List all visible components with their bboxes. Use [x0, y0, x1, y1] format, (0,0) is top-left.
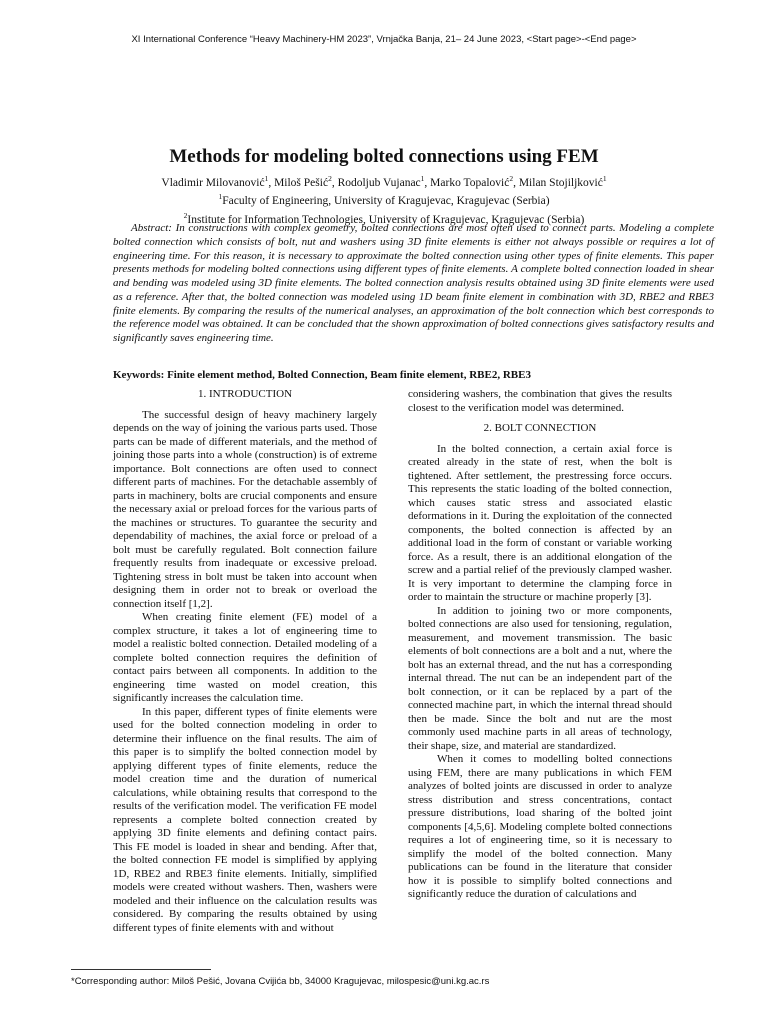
author-affiliation-mark: 1	[264, 174, 269, 183]
body-paragraph: In addition to joining two or more components, bolted connections are also used for tensioning, regulation, measurement, and movement transmission. The basic elements of bolt connections are a bolt and a nut, where the bolt has an external thread, and the nut has a corresponding internal thread. The nut can be an independent part of the bolt connection, or it can be replaced by a part of the connected machine part, in which the internal thread should then be made. Since the bolt and nut are the most commonly used machine parts in all areas of technology, their shape, size, and material are standardized.	[408, 604, 672, 752]
author-affiliation-mark: 2	[509, 174, 514, 183]
affiliation-line	[0, 190, 768, 208]
author-list: Vladimir Milovanović$^1$, Miloš Pešić$^2$, Rodoljub Vujanac$^1$, Marko Topalović$^2$, Milan Stojiljković$^1$	[161, 174, 607, 189]
author-affiliation-mark: 2	[328, 174, 332, 183]
footnote-divider	[71, 969, 211, 970]
author-name: Miloš Pešić	[274, 176, 329, 189]
affiliation-number: 1	[218, 192, 223, 202]
author-affiliation-mark: 1	[602, 174, 607, 183]
body-paragraph-continuation: considering washers, the combination that gives the results closest to the verification model was determined.	[408, 388, 672, 414]
right-column	[408, 388, 672, 902]
left-column	[113, 388, 377, 935]
section-heading-introduction: 1. INTRODUCTION	[197, 388, 293, 400]
affiliation-text: Faculty of Engineering, University of Kragujevac, Kragujevac (Serbia)	[222, 195, 550, 208]
author-name: Rodoljub Vujanac	[337, 176, 421, 189]
body-paragraph: In the bolted connection, a certain axial force is created already in the state of rest, when the bolt is tightened. After settlement, the prestressing force occurs. This represents the static loading of the bolted connection, which causes static stress and associated elastic deformations in it. During the exploitation of the connected components, the bolted connection is affected by an additional load in the form of constant or variable working force. As a result, there is an additional elongation of the screw and a partial relief of the previously clamped washer. It is very important to determine the clamping force in order to maintain the structure or machine properly [3].	[408, 442, 672, 603]
body-paragraph: When creating finite element (FE) model of a complex structure, it takes a lot of engineering time to model a realistic bolted connection. Detailed modeling of a complete bolted connection requires the definition of contact pairs between all components. In addition to the engineering time wasted on model creation, this significantly increases the calculation time.	[113, 611, 377, 704]
author-affiliation-mark: 1	[420, 174, 425, 183]
body-paragraph: The successful design of heavy machinery largely depends on the way of joining the various parts used. Those parts can be made of different materials, and the method of joining those parts into a whole (construction) is of extreme importance. Bolt connections are often used to connect different parts of machines. For the detachable assembly of parts in machinery, bolts are crucial components and ensure the necessary axial or preload forces for the various parts of the machines or structures. To guarantee the security and dependability of machines, the axial force or preload of a bolt must be carefully regulated. Bolt connection failure frequently results from inadequate or excessive preload. Tightening stress in bolt must be taken into account when designing them in order not to break or overload the connection itself [1,2].	[113, 408, 377, 610]
section-heading-bolt-connection: 2. BOLT CONNECTION	[483, 422, 597, 434]
corresponding-author-footnote: *Corresponding author: Miloš Pešić, Jovana Cvijića bb, 34000 Kragujevac, milospesic@uni.kg.ac.rs	[71, 976, 490, 987]
abstract: Abstract: In constructions with complex geometry, bolted connections are most often used to connect parts. Modeling a complete bolted connection which consists of bolt, nut and washers using 3D finite elements is either not always possible or requires a lot of engineering time. For this reason, it is necessary to approximate the bolted connection using other types of finite elements. This paper presents methods for modeling bolted connections using different types of finite elements. A complete bolted connection loaded in shear and bending was modeled using 3D finite elements. The bolted connection analysis results obtained using 3D finite elements were used as a reference. After that, the bolted connection was modeled using 1D beam finite element in combination with 3D, RBE2 and RBE3 finite elements. By comparing the results of the numerical analyses, an approximation of the bolt connection which best corresponds to the reference model was obtained. It can be concluded that the shown approximation of bolted connections gives satisfactory results and significantly saves engineering time.	[113, 222, 714, 344]
affiliation-text: Institute for Information Technologies, University of Kragujevac, Kragujevac (Serbia)	[187, 213, 585, 226]
authors-block	[0, 172, 768, 227]
author-name: Milan Stojiljković	[518, 176, 603, 189]
running-head: XI International Conference “Heavy Machinery-HM 2023”, Vrnjačka Banja, 21– 24 June 2023, <Start page>-<End page>	[131, 34, 637, 45]
body-paragraph: In this paper, different types of finite elements were used for the bolted connection modeling in order to determine their influence on the final results. The aim of this paper is to simplify the bolted connection model by applying different types of finite elements, reduce the model creation time and the duration of numerical calculations, while obtaining results that correspond to the results of the verification model. The verification FE model represents a complete bolted connection created by applying 3D finite elements and defining contact pairs. This FE model is loaded in shear and bending. After that, the bolted connection FE model is simplified by applying 1D, RBE2 and RBE3 finite elements. Initially, simplified models were created without washers. Then, washers were modeled and their influence on the calculation results was considered. By comparing the results obtained by using different types of finite elements with and without	[113, 705, 377, 934]
paper-title: Methods for modeling bolted connections using FEM	[169, 146, 599, 167]
body-paragraph: When it comes to modelling bolted connections using FEM, there are many publications in which FEM analyzes of bolted joints are discussed in order to analyze stress distribution and stress concentrations, contact pressure distributions, load sharing of the bolted joint components [4,5,6]. Modeling complete bolted connections requires a lot of engineering time, so it is necessary to simplify the model of the bolted connection. Many publications can be found in the literature that consider how it is possible to simplify bolted connections and significantly reduce the duration of calculations and	[408, 753, 672, 900]
author-name: Marko Topalović	[430, 176, 510, 189]
affiliation-number: 2	[183, 210, 188, 220]
keywords: Keywords: Finite element method, Bolted Connection, Beam finite element, RBE2, RBE3	[113, 369, 531, 381]
author-name: Vladimir Milovanović	[161, 176, 265, 189]
